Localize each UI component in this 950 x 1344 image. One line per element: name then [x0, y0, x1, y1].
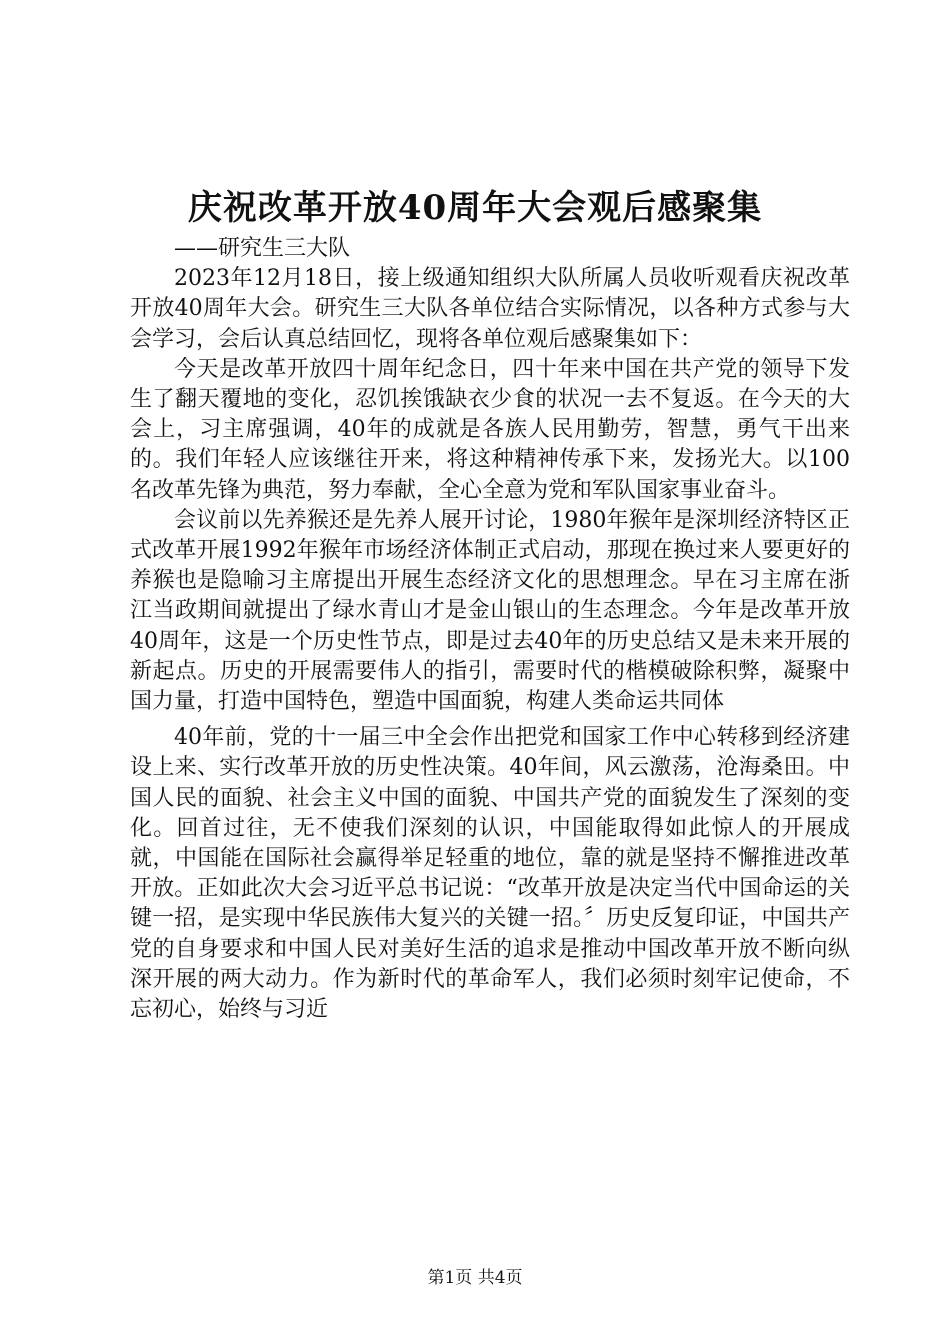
page-number-footer: 第1页 共4页 — [427, 1268, 523, 1288]
paragraph-discussion: 会议前以先养猴还是先养人展开讨论，1980年猴年是深圳经济特区正式改革开展1992年猴年市场经济体制正式启动，那现在换过来人要更好的养猴也是隐喻习主席提出开展生态经济文化的思想理念。早在习主席在浙江当政期间就提出了绿水青山才是金山银山的生态理念。今年是改革开放40周年，这是一个历史性节点，即是过去40年的历史总结又是未来开展的新起点。历史的开展需要伟人的指引，需要时代的楷模破除积弊，凝聚中国力量，打造中国特色，塑造中国面貌，构建人类命运共同体 — [130, 507, 850, 715]
paragraph-reform-history: 40年前，党的十一届三中全会作出把党和国家工作中心转移到经济建设上来、实行改革开放的历史性决策。40年间，风云激荡，沧海桑田。中国人民的面貌、社会主义中国的面貌、中国共产党的面貌发生了深刻的变化。回首过往，无不使我们深刻的认识，中国能取得如此惊人的开展成就，中国能在国际社会赢得举足轻重的地位，靠的就是坚持不懈推进改革开放。正如此次大会习近平总书记说：“改革开放是决定当代中国命运的关键一招，是实现中华民族伟大复兴的关键一招。〞历史反复印证，中国共产党的自身要求和中国人民对美好生活的追求是推动中国改革开放不断向纵深开展的两大动力。作为新时代的革命军人，我们必须时刻牢记使命，不忘初心，始终与习近 — [130, 725, 850, 1023]
paragraph-intro: 2023年12月18日，接上级通知组织大队所属人员收听观看庆祝改革开放40周年大会。研究生三大队各单位结合实际情况，以各种方式参与大会学习，会后认真总结回忆，现将各单位观后感聚集如下： — [130, 266, 850, 352]
document-title: 庆祝改革开放40周年大会观后感聚集 — [187, 188, 763, 228]
paragraph-anniversary: 今天是改革开放四十周年纪念日，四十年来中国在共产党的领导下发生了翻天覆地的变化，忍饥挨饿缺衣少食的状况一去不复返。在今天的大会上，习主席强调，40年的成就是各族人民用勤劳，智慧，勇气干出来的。我们年轻人应该继往开来，将这种精神传承下来，发扬光大。以100名改革先锋为典范，努力奉献，全心全意为党和军队国家事业奋斗。 — [130, 356, 850, 503]
document-body — [130, 234, 850, 1025]
document-subtitle: ——研究生三大队 — [174, 236, 351, 261]
